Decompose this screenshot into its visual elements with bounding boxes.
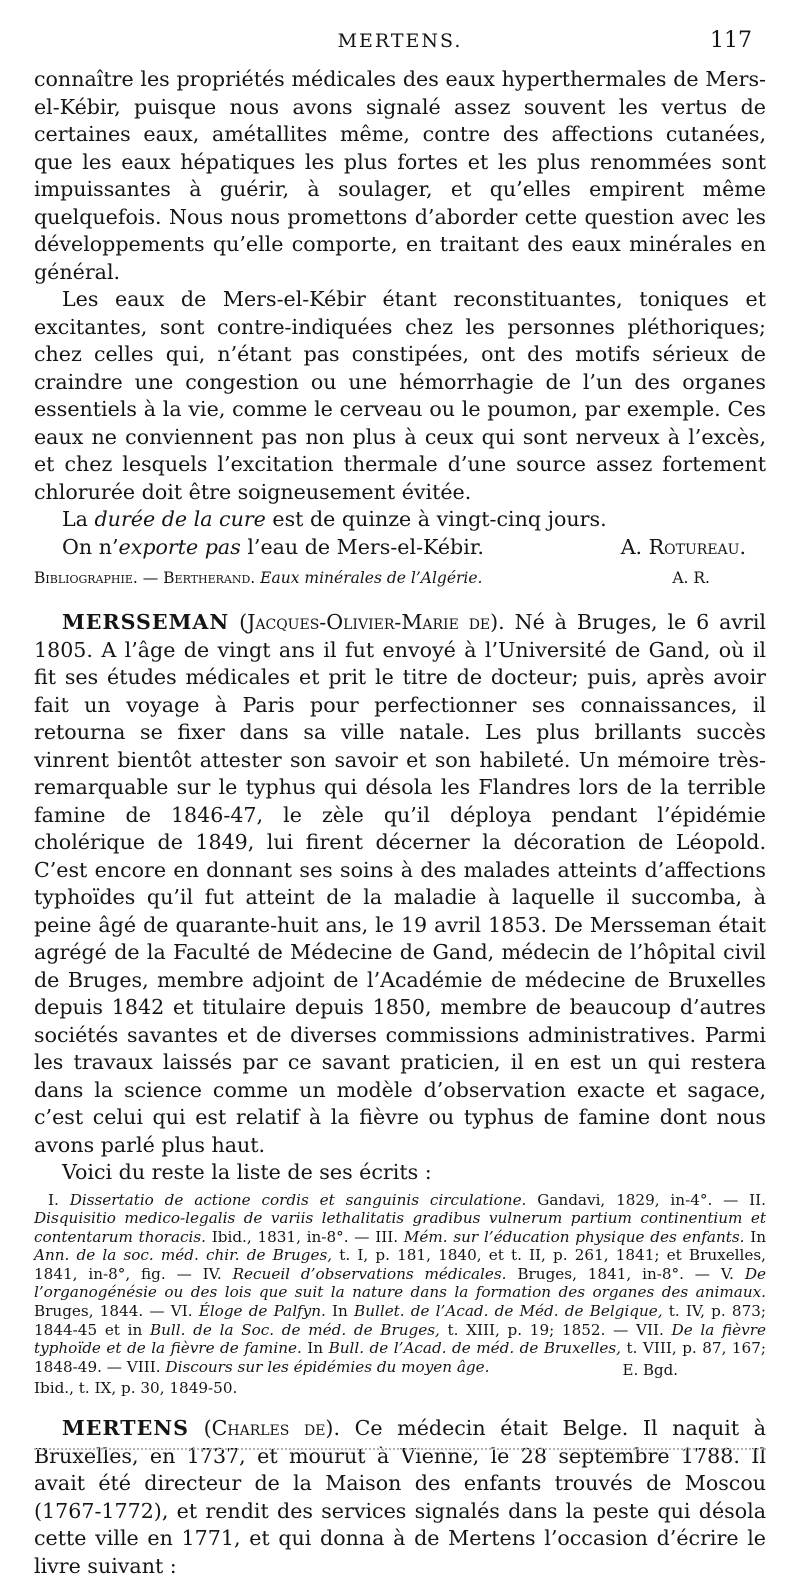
work-item: IV. Recueil d’observations médicales. Bruges, 1841, in-8°. — <box>202 1264 721 1283</box>
work-item: Bull. de l’Acad. de méd. de Bruxelles, t. VIII, p. 87, 167; 1848-49. — <box>34 1339 766 1376</box>
running-header <box>0 30 800 60</box>
author-signature: A. Rotureau. <box>620 534 746 559</box>
page-body <box>34 66 766 1580</box>
bibliography-entry <box>34 565 482 591</box>
bibliography-line <box>34 565 766 591</box>
bibliography-initials: A. R. <box>672 569 710 587</box>
mertens-name-details: (Charles de). <box>203 1416 340 1441</box>
bibliography-dash: — <box>137 569 164 587</box>
work-item: Ann. de la soc. méd. chir. de Bruges, t. I, p. 181, 1840, et t. II, p. 261, 1841; et Bruxelles, 1841, in-8°, fig. — <box>34 1246 767 1283</box>
mertens-entry <box>34 1415 766 1580</box>
work-item: VII. De la fièvre typhoïde et de la fièvre de famine. In <box>34 1320 766 1358</box>
work-item: VIII. Discours sur les épidémies du moyen âge. <box>126 1357 490 1376</box>
mersseman-name-details: (Jacques-Olivier-Marie de). <box>239 610 505 634</box>
mertens-biography: Ce médecin était Belge. Il naquit à Bruxelles, en 1737, et mourut à Vienne, le 28 septembre 1788. Il avait été directeur de la Maison des enfants trouvés de Moscou (1767-1772), et rendit des services signalés dans la peste qui désola cette ville en 1771, et qui donna à de Mertens l’occasion d’écrire le livre suivant : <box>34 1416 766 1578</box>
work-item: VI. Éloge de Palfyn. In <box>170 1302 355 1321</box>
mers-paragraph-1: connaître les propriétés médicales des eaux hyperthermales de Mers-el-Kébir, puisque nous avons signalé assez souvent les vertus de certaines eaux, amétallites même, contre des affections cutanées, que les eaux hépatiques les plus fortes et les plus renommées sont impuissantes à guérir, à soulager, et qu’elles empirent même quelquefois. Nous nous promettons d’aborder cette question avec les développements qu’elle comporte, en traitant des eaux minérales en général. <box>34 67 766 284</box>
export-sentence <box>34 534 484 562</box>
export-prefix: On n’ <box>62 534 119 559</box>
footer-rule <box>34 1448 766 1454</box>
running-title: MERTENS. <box>337 30 463 52</box>
work-item: I. Dissertatio de actione cordis et sanguinis circulatione. Gandavi, 1829, in-4°. — <box>48 1190 750 1209</box>
works-list <box>34 1190 767 1380</box>
work-item: III. Mém. sur l’éducation physique des enfants. In <box>375 1227 767 1246</box>
bibliography-label: Bibliographie. <box>34 569 138 587</box>
export-suffix: l’eau de Mers-el-Kébir. <box>240 534 484 559</box>
work-item: II. Disquisitio medico-legalis de variis lethalitatis gradibus vulnerum partium continentium et contentarum thoracis. Ibid., 1831, in-8°. — <box>34 1190 766 1246</box>
duree-suffix: est de quinze à vingt-cinq jours. <box>265 507 607 531</box>
mers-export-line <box>34 534 766 562</box>
duree-prefix: La <box>62 507 95 531</box>
mersseman-biography: Né à Bruges, le 6 avril 1805. A l’âge de vingt ans il fut envoyé à l’Université de Gand, où il fit ses études médicales et prit le titre de docteur; puis, après avoir fait un voyage à Paris pour perfectionner ses connaissances, il retourna se fixer dans sa ville natale. Les plus brillants succès vinrent bientôt attester son savoir et son habileté. Un mémoire très-remarquable sur le typhus qui désola les Flandres lors de la terrible famine de 1846-47, le zèle qu’il déploya pendant l’épidémie cholérique de 1849, lui firent décerner la décoration de Léopold. C’est encore en donnant ses soins à des malades atteints d’affections typhoïdes qu’il fut atteint de la maladie à laquelle il succomba, à peine âgé de quarante-huit ans, le 19 avril 1853. De Mersseman était agrégé de la Faculté de Médecine de Gand, médecin de l’hôpital civil de Bruges, membre adjoint de l’Académie de médecine de Bruxelles depuis 1842 et titulaire depuis 1850, membre de beaucoup d’autres sociétés savantes et de diverses commissions administratives. Parmi les travaux laissés par ce savant praticien, il en est un qui restera dans la science comme un modèle d’observation exacte et sagace, c’est celui qui est relatif à la fièvre ou typhus de famine dont nous avons parlé plus haut. <box>34 610 767 1157</box>
works-signature: E. Bgd. <box>622 1361 678 1380</box>
works-list-intro: Voici du reste la liste de ses écrits : <box>62 1160 432 1184</box>
page-number: 117 <box>710 28 752 53</box>
export-italic: exporte pas <box>118 534 241 559</box>
mertens-headword: MERTENS <box>62 1416 189 1441</box>
work-item: V. De l’organogénésie ou des lois que suit la nature dans la formation des organes des animaux. Bruges, 1844. — <box>34 1264 767 1321</box>
work-item: Bullet. de l’Acad. de Méd. de Belgique, t. IV, p. 873; 1844-45 et in <box>34 1302 767 1339</box>
bibliography-author: Bertherand. <box>163 569 256 587</box>
mersseman-headword: MERSSEMAN <box>62 610 230 634</box>
mers-paragraph-2: Les eaux de Mers-el-Kébir étant reconstituantes, toniques et excitantes, sont contre-indiquées chez les personnes pléthoriques; chez celles qui, n’étant pas constipées, ont des motifs sérieux de craindre une congestion ou une hémorrhagie de l’un des organes essentiels à la vie, comme le cerveau ou le poumon, par exemple. Ces eaux ne conviennent pas non plus à ceux qui sont nerveux à l’excès, et chez lesquels l’excitation thermale d’une source assez fortement chlorurée doit être soigneusement évitée. <box>34 287 766 504</box>
works-list-tail: Ibid., t. IX, p. 30, 1849-50. <box>34 1379 238 1398</box>
bibliography-title: Eaux minérales de l’Algérie. <box>260 569 483 587</box>
mers-duree-line <box>34 506 766 534</box>
work-item: Bull. de la Soc. de méd. de Bruges, t. XIII, p. 19; 1852. — <box>149 1320 637 1339</box>
mersseman-entry <box>34 609 766 1159</box>
duree-italic: durée de la cure <box>94 507 266 531</box>
